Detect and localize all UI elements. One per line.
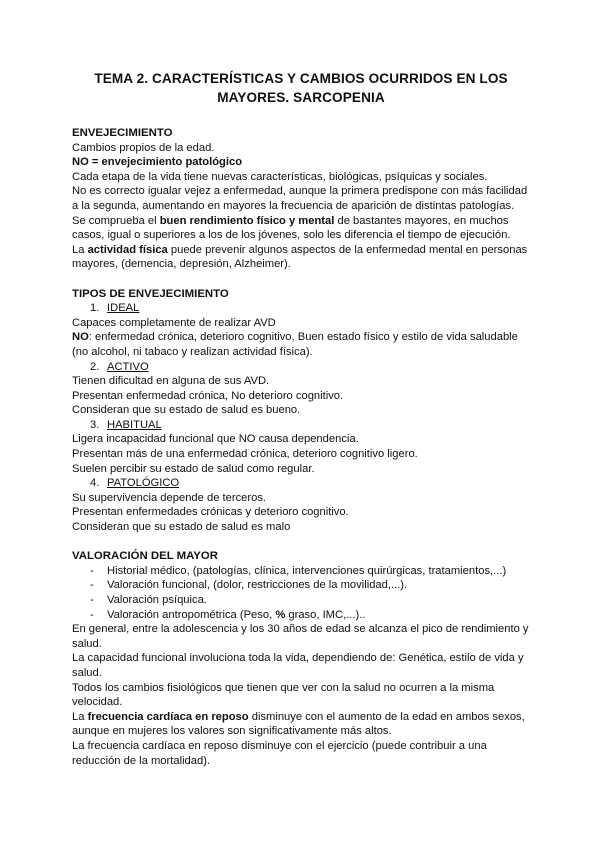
text-run: : enfermedad crónica, deterioro cognitivo, Buen estado físico y estilo de vida saludable (no alcohol, ni tabaco y realizan actividad física). [72, 331, 518, 358]
paragraph: No es correcto igualar vejez a enfermedad, aunque la primera predispone con más facilidad a la segunda, aumentando en mayores la frecuencia de aparición de distintas patologías. [72, 185, 528, 212]
bold-text: frecuencia cardíaca en reposo [87, 710, 249, 723]
list-label: HABITUAL [107, 418, 162, 431]
dash-bullet: - [90, 608, 94, 621]
text-run: La [72, 710, 88, 723]
text-run: puede prevenir algunos aspectos de la enfermedad mental en personas mayores, (demencia, depresión, Alzheimer). [72, 243, 528, 271]
spacer [72, 535, 530, 550]
bold-text: NO = envejecimiento patológico [72, 156, 243, 169]
paragraph: La frecuencia cardíaca en reposo disminuye con el ejercicio (puede contribuir a una reducción de la mortalidad). [72, 739, 487, 767]
paragraph: Suelen percibir su estado de salud como regular. [72, 462, 315, 475]
list-label: PATOLÓGICO [107, 477, 180, 490]
list-item-patologico [72, 476, 530, 491]
paragraph: Presentan enfermedad crónica, No deterioro cognitivo. [72, 389, 344, 402]
list-number: 3. [90, 418, 100, 431]
text-run: disminuye con el aumento de la edad en ambos sexos, aunque en mujeres los valores son significativamente más altos. [72, 710, 525, 738]
dash-bullet: - [90, 594, 94, 606]
spacer [72, 272, 530, 287]
paragraph: Cambios propios de la edad. [72, 141, 215, 154]
paragraph: Todos los cambios fisiológicos que tienen que ver con la salud no ocurren a la misma velocidad. [72, 681, 495, 709]
paragraph: Ligera incapacidad funcional que NO causa dependencia. [72, 433, 359, 446]
list-number: 2. [90, 360, 100, 373]
bold-text: NO [72, 331, 89, 344]
paragraph [72, 155, 530, 170]
text-run: de bastantes mayores, en muchos casos, igual o superiores a los de los jóvenes, solo les diferencia el tiempo de ejecución. [72, 214, 511, 242]
paragraph: Capaces completamente de realizar AVD [72, 316, 276, 329]
section-envejecimiento [72, 126, 530, 272]
section-heading-envejecimiento: ENVEJECIMIENTO [72, 127, 173, 139]
text-run: Valoración antropométrica (Peso, [107, 608, 276, 621]
list-item [72, 593, 530, 608]
paragraph: En general, entre la adolescencia y los 30 años de edad se alcanza el pico de rendimiento y salud. [72, 623, 529, 650]
paragraph: La capacidad funcional involuciona toda la vida, dependiendo de: Genética, estilo de vida y salud. [72, 652, 524, 679]
section-heading-valoracion: VALORACIÓN DEL MAYOR [72, 550, 218, 563]
list-item [72, 608, 530, 623]
bold-text: actividad física [87, 243, 168, 256]
dash-bullet: - [90, 564, 94, 577]
paragraph: Consideran que su estado de salud es bueno. [72, 404, 301, 417]
list-item [72, 564, 530, 579]
paragraph: Presentan enfermedades crónicas y deterioro cognitivo. [72, 506, 349, 519]
list-label: IDEAL [107, 302, 140, 315]
paragraph [72, 330, 530, 359]
text-run: La [72, 243, 88, 256]
paragraph [72, 710, 530, 739]
list-number: 1. [90, 302, 100, 315]
list-item-ideal [72, 301, 530, 316]
list-item-habitual [72, 418, 530, 433]
text-run: Se comprueba el [72, 214, 160, 227]
section-tipos [72, 287, 530, 535]
list-item-activo [72, 360, 530, 375]
paragraph: Presentan más de una enfermedad crónica, deterioro cognitivo ligero. [72, 448, 418, 461]
list-label: ACTIVO [107, 360, 149, 373]
list-text: Historial médico, (patologías, clínica, intervenciones quirúrgicas, tratamientos,...) [107, 564, 507, 577]
dash-bullet: - [90, 579, 94, 592]
paragraph: Tienen dificultad en alguna de sus AVD. [72, 375, 270, 388]
list-text: Valoración psíquica. [107, 594, 207, 606]
list-number: 4. [90, 477, 100, 490]
paragraph: Cada etapa de la vida tiene nuevas características, biológicas, psíquicas y sociales. [72, 170, 488, 183]
bold-text: buen rendimiento físico y mental [159, 214, 335, 227]
list-text [107, 608, 365, 623]
list-text: Valoración funcional, (dolor, restricciones de la movilidad,...). [107, 579, 408, 592]
paragraph: Consideran que su estado de salud es malo [72, 521, 291, 534]
list-item [72, 578, 530, 593]
paragraph [72, 214, 530, 243]
paragraph [72, 243, 530, 272]
paragraph: Su supervivencia depende de terceros. [72, 491, 267, 504]
page-title: TEMA 2. CARACTERÍSTICAS Y CAMBIOS OCURRIDOS EN LOS MAYORES. SARCOPENIA [94, 71, 508, 105]
bold-text: % [275, 608, 286, 621]
section-heading-tipos: TIPOS DE ENVEJECIMIENTO [72, 287, 229, 300]
section-valoracion [72, 549, 530, 768]
text-run: graso, IMC,...).. [285, 608, 366, 621]
